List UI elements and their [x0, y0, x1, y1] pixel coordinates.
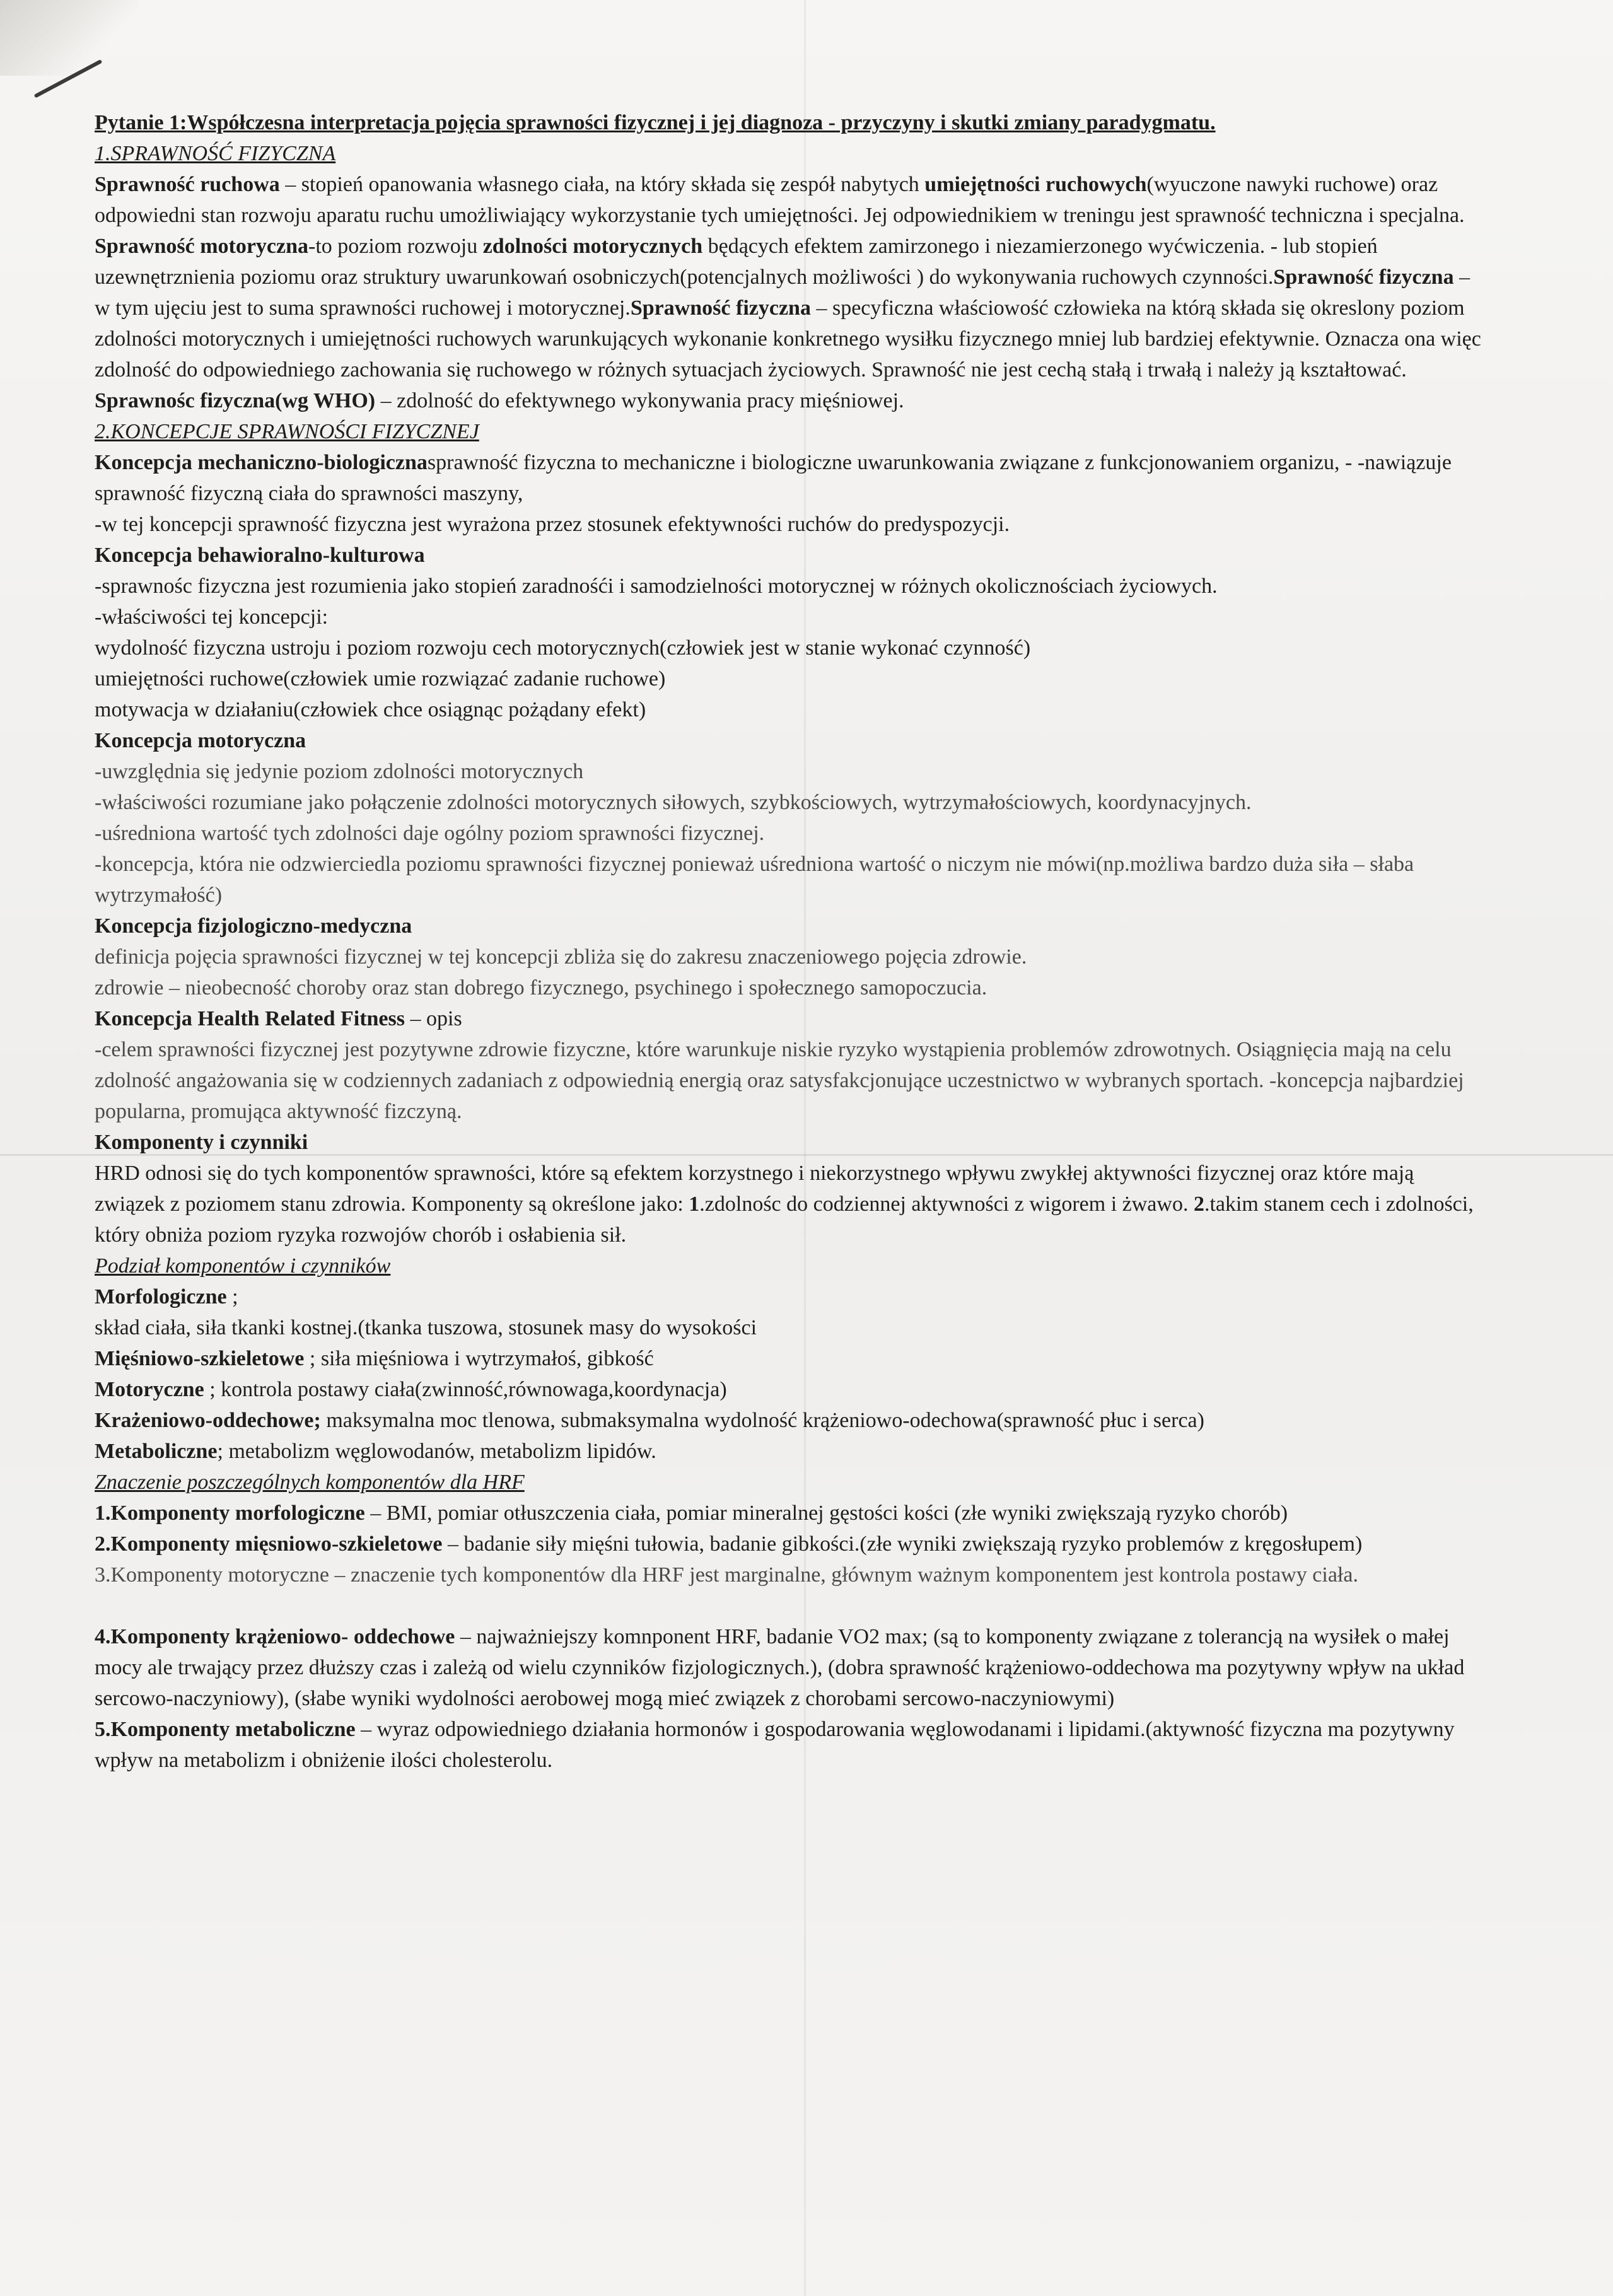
- folded-corner: [0, 0, 139, 76]
- text: – opis: [405, 1007, 462, 1030]
- term: Koncepcja mechaniczno-biologiczna: [95, 451, 428, 474]
- text: HRD odnosi się do tych komponentów sprawności, które są efektem korzystnego i niekorzystnego wpływu zwykłej aktywności fizycznej oraz które mają związek z poziomem stanu zdrowia. Komponenty są określone jako:: [95, 1162, 1414, 1216]
- znaczenie-item-1: [95, 1498, 1482, 1529]
- text: ;: [226, 1285, 238, 1308]
- paragraph-who: [95, 385, 1482, 416]
- term: Krażeniowo-oddechowe;: [95, 1409, 321, 1432]
- concept-line: definicja pojęcia sprawności fizycznej w tej koncepcji zbliża się do zakresu znaczeniowego pojęcia zdrowie.: [95, 945, 1027, 969]
- znaczenie-item-2: [95, 1529, 1482, 1559]
- podzial-line: skład ciała, siła tkanki kostnej.(tkanka tuszowa, stosunek masy do wysokości: [95, 1316, 757, 1339]
- term: Koncepcja Health Related Fitness: [95, 1007, 405, 1030]
- text: ; kontrola postawy ciała(zwinność,równowaga,koordynacja): [204, 1378, 727, 1401]
- term: 2.Komponenty mięsniowo-szkieletowe: [95, 1532, 443, 1556]
- term: Metaboliczne: [95, 1440, 218, 1463]
- podzial-miesniowo: [95, 1343, 1482, 1374]
- concept-line: -właściwości rozumiane jako połączenie zdolności motorycznych siłowych, szybkościowych, wytrzymałościowych, koordynacyjnych.: [95, 791, 1252, 814]
- concept-hrf: [95, 1003, 1482, 1034]
- concept-line: wydolność fizyczna ustroju i poziom rozwoju cech motorycznych(człowiek jest w stanie wykonać czynność): [95, 636, 1031, 660]
- text: .zdolnośc do codziennej aktywności z wigorem i żwawo.: [699, 1192, 1194, 1216]
- concept-line: -właściwości tej koncepcji:: [95, 605, 329, 629]
- text: – w tym ujęciu jest to suma sprawności ruchowej i motorycznej.: [95, 265, 1470, 320]
- text: ; metabolizm węglowodanów, metabolizm lipidów.: [217, 1440, 656, 1463]
- term: umiejętności ruchowych: [924, 173, 1147, 196]
- znaczenie-item-3: 3.Komponenty motoryczne – znaczenie tych komponentów dla HRF jest marginalne, głównym ważnym komponentem jest kontrola postawy ciała.: [95, 1563, 1358, 1587]
- text: – specyficzna właściowość człowieka na którą składa się okreslony poziom zdolności motorycznych i umiejętności ruchowych warunkujących wykonanie konkretnego wysiłku fizycznego mniej lub bardziej efektywnie. Oznacza ona więc zdolność do odpowiedniego zachowania się ruchowego w różnych sytuacjach życiowych. Sprawność nie jest cechą stałą i trwałą i należy ją kształtować.: [95, 296, 1481, 382]
- concept-mechaniczno-biologiczna: [95, 447, 1482, 509]
- number: 1: [689, 1192, 700, 1216]
- podzial-motoryczne: [95, 1374, 1482, 1405]
- komponenty-heading: Komponenty i czynniki: [95, 1131, 308, 1154]
- text: (wyuczone nawyki ruchowe) oraz odpowiedni stan rozwoju aparatu ruchu umożliwiający wykorzystanie tych umiejętności. Jej odpowiednikiem w treningu jest sprawność techniczna i specjalna.: [95, 173, 1465, 227]
- term: Sprawność motoryczna: [95, 235, 309, 258]
- text: – stopień opanowania własnego ciała, na który składa się zespół nabytych: [279, 173, 925, 196]
- term: 4.Komponenty krążeniowo- oddechowe: [95, 1625, 455, 1648]
- term: Mięśniowo-szkieletowe: [95, 1347, 305, 1370]
- concept-line: -uwzględnia się jedynie poziom zdolności motorycznych: [95, 760, 584, 783]
- concept-line: -sprawnośc fizyczna jest rozumienia jako stopień zaradnośći i samodzielności motorycznej w różnych okolicznościach życiowych.: [95, 574, 1218, 598]
- text: ; siła mięśniowa i wytrzymałoś, gibkość: [304, 1347, 654, 1370]
- paragraph-sprawnosc-ruchowa: [95, 169, 1482, 231]
- term: 1.Komponenty morfologiczne: [95, 1501, 365, 1525]
- text: – najważniejszy komnponent HRF, badanie VO2 max; (są to komponenty związane z tolerancją na wysiłek o małej mocy ale trwający przez dłuższy czas i zależą od wielu czynników fizjologicznych.), (dobra sprawność krążeniowo-oddechowa ma pozytywny wpływ na układ sercowo-naczyniowy), (słabe wyniki wydolności aerobowej mogą mieć związek z chorobami sercowo-naczyniowymi): [95, 1625, 1465, 1710]
- subheading-znaczenie: Znaczenie poszczególnych komponentów dla HRF: [95, 1471, 525, 1494]
- podzial-morfologiczne: [95, 1281, 1482, 1312]
- section-heading-koncepcje: 2.KONCEPCJE SPRAWNOŚCI FIZYCZNEJ: [95, 420, 479, 443]
- concept-motoryczna: Koncepcja motoryczna: [95, 729, 306, 752]
- podzial-metaboliczne: [95, 1436, 1482, 1467]
- znaczenie-item-4: [95, 1621, 1482, 1714]
- text: będących efektem zamirzonego i niezamierzonego wyćwiczenia. - lub stopień uzewnętrznienia poziomu oraz struktury uwarunkowań osobniczych(potencjalnych możliwości ) do wykonywania ruchowych czynności.: [95, 235, 1378, 289]
- section-heading-sprawnosc: 1.SPRAWNOŚĆ FIZYCZNA: [95, 142, 336, 165]
- concept-fizjologiczno-medyczna: Koncepcja fizjologiczno-medyczna: [95, 914, 412, 938]
- concept-line: zdrowie – nieobecność choroby oraz stan dobrego fizycznego, psychinego i społecznego samopoczucia.: [95, 976, 987, 999]
- concept-line: -celem sprawności fizycznej jest pozytywne zdrowie fizyczne, które warunkuje niskie ryzyko wystąpienia problemów zdrowotnych. Osiągnięcia mają na celu zdolność angażowania się w codziennych zadaniach z odpowiednią energią oraz satysfakcjonujące uczestnictwo w wybranych sportach. -koncepcja najbardziej popularna, promująca aktywność fizczyną.: [95, 1038, 1464, 1123]
- text: – zdolność do efektywnego wykonywania pracy mięśniowej.: [375, 389, 904, 412]
- concept-behawioralno-kulturowa: Koncepcja behawioralno-kulturowa: [95, 544, 425, 567]
- concept-line: motywacja w działaniu(człowiek chce osiągnąc pożądany efekt): [95, 698, 646, 721]
- text: sprawność fizyczna to mechaniczne i biologiczne uwarunkowania związane z funkcjonowaniem organizu, - -nawiązuje sprawność fizyczną ciała do sprawności maszyny,: [95, 451, 1452, 505]
- text: -to poziom rozwoju: [308, 235, 483, 258]
- concept-line: -w tej koncepcji sprawność fizyczna jest wyrażona przez stosunek efektywności ruchów do predyspozycji.: [95, 513, 1010, 536]
- komponenty-paragraph: [95, 1158, 1482, 1250]
- spacer: [95, 1590, 1482, 1621]
- term: Sprawność fizyczna: [1273, 265, 1454, 289]
- subheading-podzial: Podział komponentów i czynników: [95, 1254, 391, 1278]
- podzial-krazeniowo: [95, 1405, 1482, 1436]
- paragraph-sprawnosc-motoryczna: [95, 231, 1482, 385]
- question-title: Pytanie 1:Współczesna interpretacja pojęcia sprawności fizycznej i jej diagnoza - przyczyny i skutki zmiany paradygmatu.: [95, 111, 1216, 134]
- term: Sprawnośc fizyczna(wg WHO): [95, 389, 376, 412]
- text: .takim stanem cech i zdolności, który obniża poziom ryzyka rozwojów chorób i osłabienia sił.: [95, 1192, 1474, 1247]
- number: 2: [1193, 1192, 1204, 1216]
- term: Motoryczne: [95, 1378, 204, 1401]
- text: – badanie siły mięśni tułowia, badanie gibkości.(złe wyniki zwiększają ryzyko problemów z kręgosłupem): [442, 1532, 1363, 1556]
- term: Sprawność ruchowa: [95, 173, 280, 196]
- document-body: [95, 107, 1482, 1776]
- znaczenie-item-5: [95, 1714, 1482, 1776]
- term: Sprawność fizyczna: [630, 296, 811, 320]
- concept-line: -koncepcja, która nie odzwierciedla poziomu sprawności fizycznej ponieważ uśredniona wartość o niczym nie mówi(np.możliwa bardzo duża siła – słaba wytrzymałość): [95, 853, 1414, 907]
- text: – wyraz odpowiedniego działania hormonów i gospodarowania węglowodanami i lipidami.(aktywność fizyczna ma pozytywny wpływ na metabolizm i obniżenie ilości cholesterolu.: [95, 1718, 1455, 1772]
- concept-line: -uśredniona wartość tych zdolności daje ogólny poziom sprawności fizycznej.: [95, 822, 765, 845]
- term: zdolności motorycznych: [482, 235, 703, 258]
- concept-line: umiejętności ruchowe(człowiek umie rozwiązać zadanie ruchowe): [95, 667, 666, 691]
- text: maksymalna moc tlenowa, submaksymalna wydolność krążeniowo-odechowa(sprawność płuc i serca): [320, 1409, 1204, 1432]
- term: Morfologiczne: [95, 1285, 227, 1308]
- text: – BMI, pomiar otłuszczenia ciała, pomiar mineralnej gęstości kości (złe wyniki zwiększają ryzyko chorób): [364, 1501, 1288, 1525]
- term: 5.Komponenty metaboliczne: [95, 1718, 356, 1741]
